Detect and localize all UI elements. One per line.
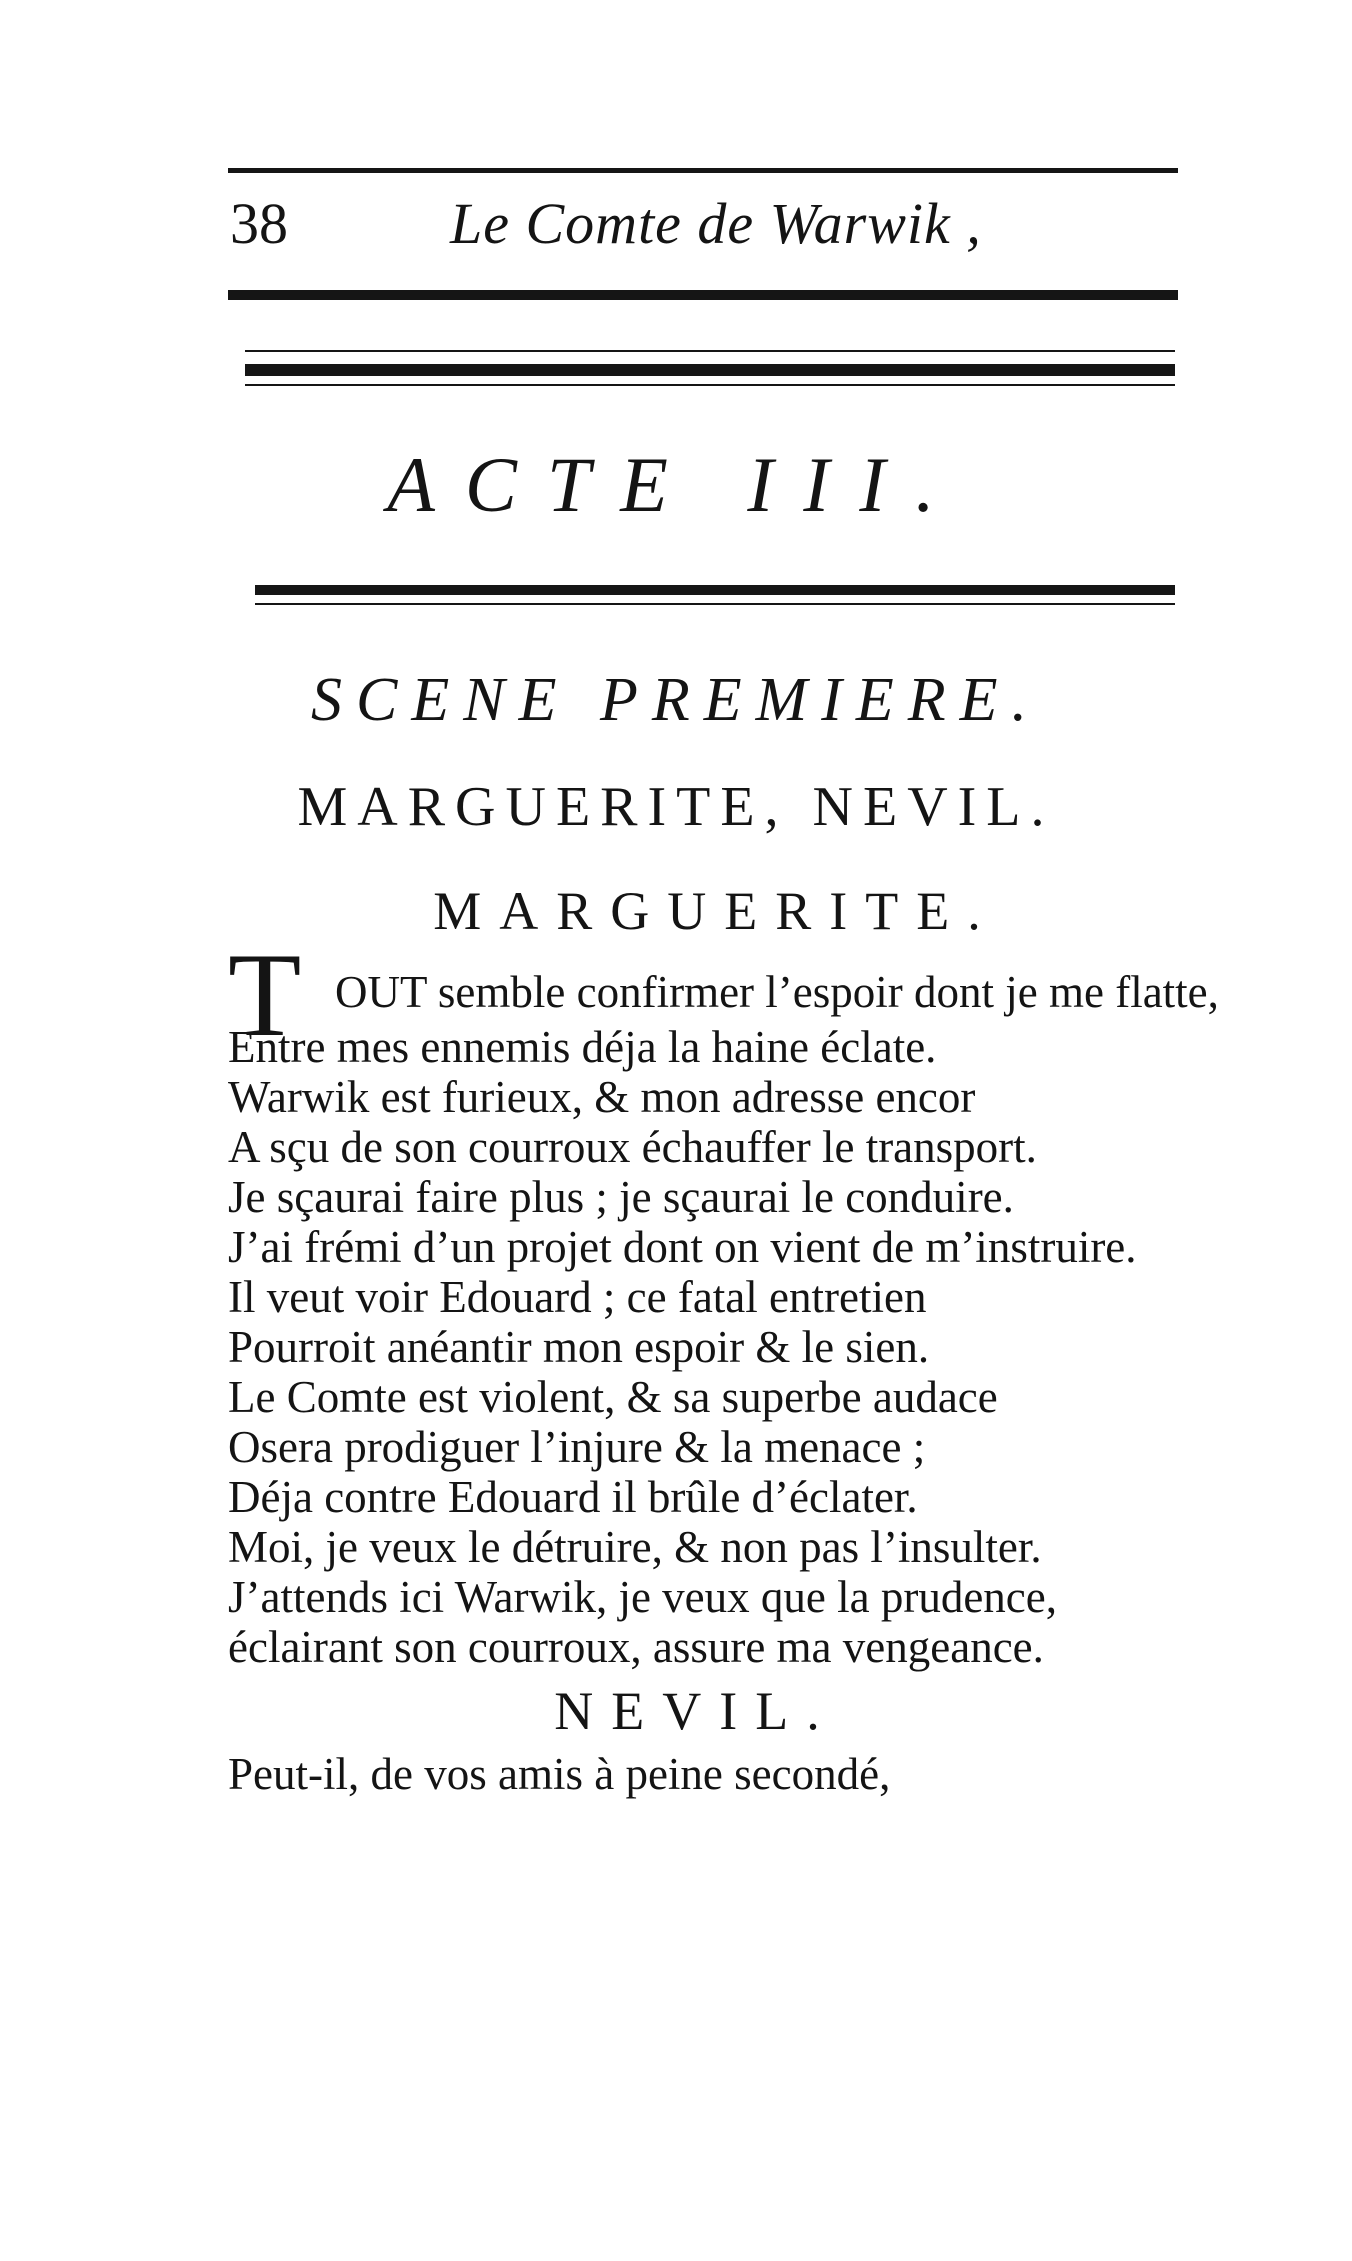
ornament-rule-top-thick <box>245 364 1175 376</box>
dropcap-letter: T <box>228 928 302 1061</box>
verse-line: J’attends ici Warwik, je veux que la prudence, <box>228 1572 1058 1622</box>
top-rule-upper <box>228 168 1178 173</box>
ornament-rule-top-thin <box>245 350 1175 352</box>
verse-line: Il veut voir Edouard ; ce fatal entretien <box>228 1272 927 1322</box>
verse-line: Warwik est furieux, & mon adresse encor <box>228 1072 976 1122</box>
page-number: 38 <box>230 191 288 256</box>
verse-line: Entre mes ennemis déja la haine éclate. <box>228 1022 937 1072</box>
top-rule-lower <box>228 290 1178 300</box>
verse-line: Peut-il, de vos amis à peine secondé, <box>228 1749 891 1799</box>
verse-line: Osera prodiguer l’injure & la menace ; <box>228 1422 926 1472</box>
verse-line: Déja contre Edouard il brûle d’éclater. <box>228 1472 918 1522</box>
verse-line: Pourroit anéantir mon espoir & le sien. <box>228 1322 930 1372</box>
speaker-nevil: NEVIL. <box>554 1681 838 1741</box>
verse-line: A sçu de son courroux échauffer le transport. <box>228 1122 1037 1172</box>
verse-line: Le Comte est violent, & sa superbe audace <box>228 1372 998 1422</box>
scene-title: SCENE PREMIERE. <box>311 666 1041 734</box>
speaker-marguerite: MARGUERITE. <box>433 881 999 941</box>
act-title: ACTE III. <box>387 441 965 528</box>
verse-line: éclairant son courroux, assure ma vengeance. <box>228 1622 1044 1672</box>
verse-line: Je sçaurai faire plus ; je sçaurai le conduire. <box>228 1172 1014 1222</box>
scene-characters: MARGUERITE, NEVIL. <box>297 776 1055 838</box>
verse-line: Moi, je veux le détruire, & non pas l’insulter. <box>228 1522 1042 1572</box>
verse-line: OUT semble confirmer l’espoir dont je me flatte, <box>335 967 1219 1017</box>
running-title: Le Comte de Warwik , <box>450 191 982 256</box>
ornament-rule-bottom-thin <box>255 603 1175 605</box>
ornament-rule-top-thin-2 <box>245 384 1175 386</box>
running-head <box>230 190 1180 260</box>
verse-line: J’ai frémi d’un projet dont on vient de m’instruire. <box>228 1222 1137 1272</box>
ornament-rule-bottom-thick <box>255 585 1175 595</box>
